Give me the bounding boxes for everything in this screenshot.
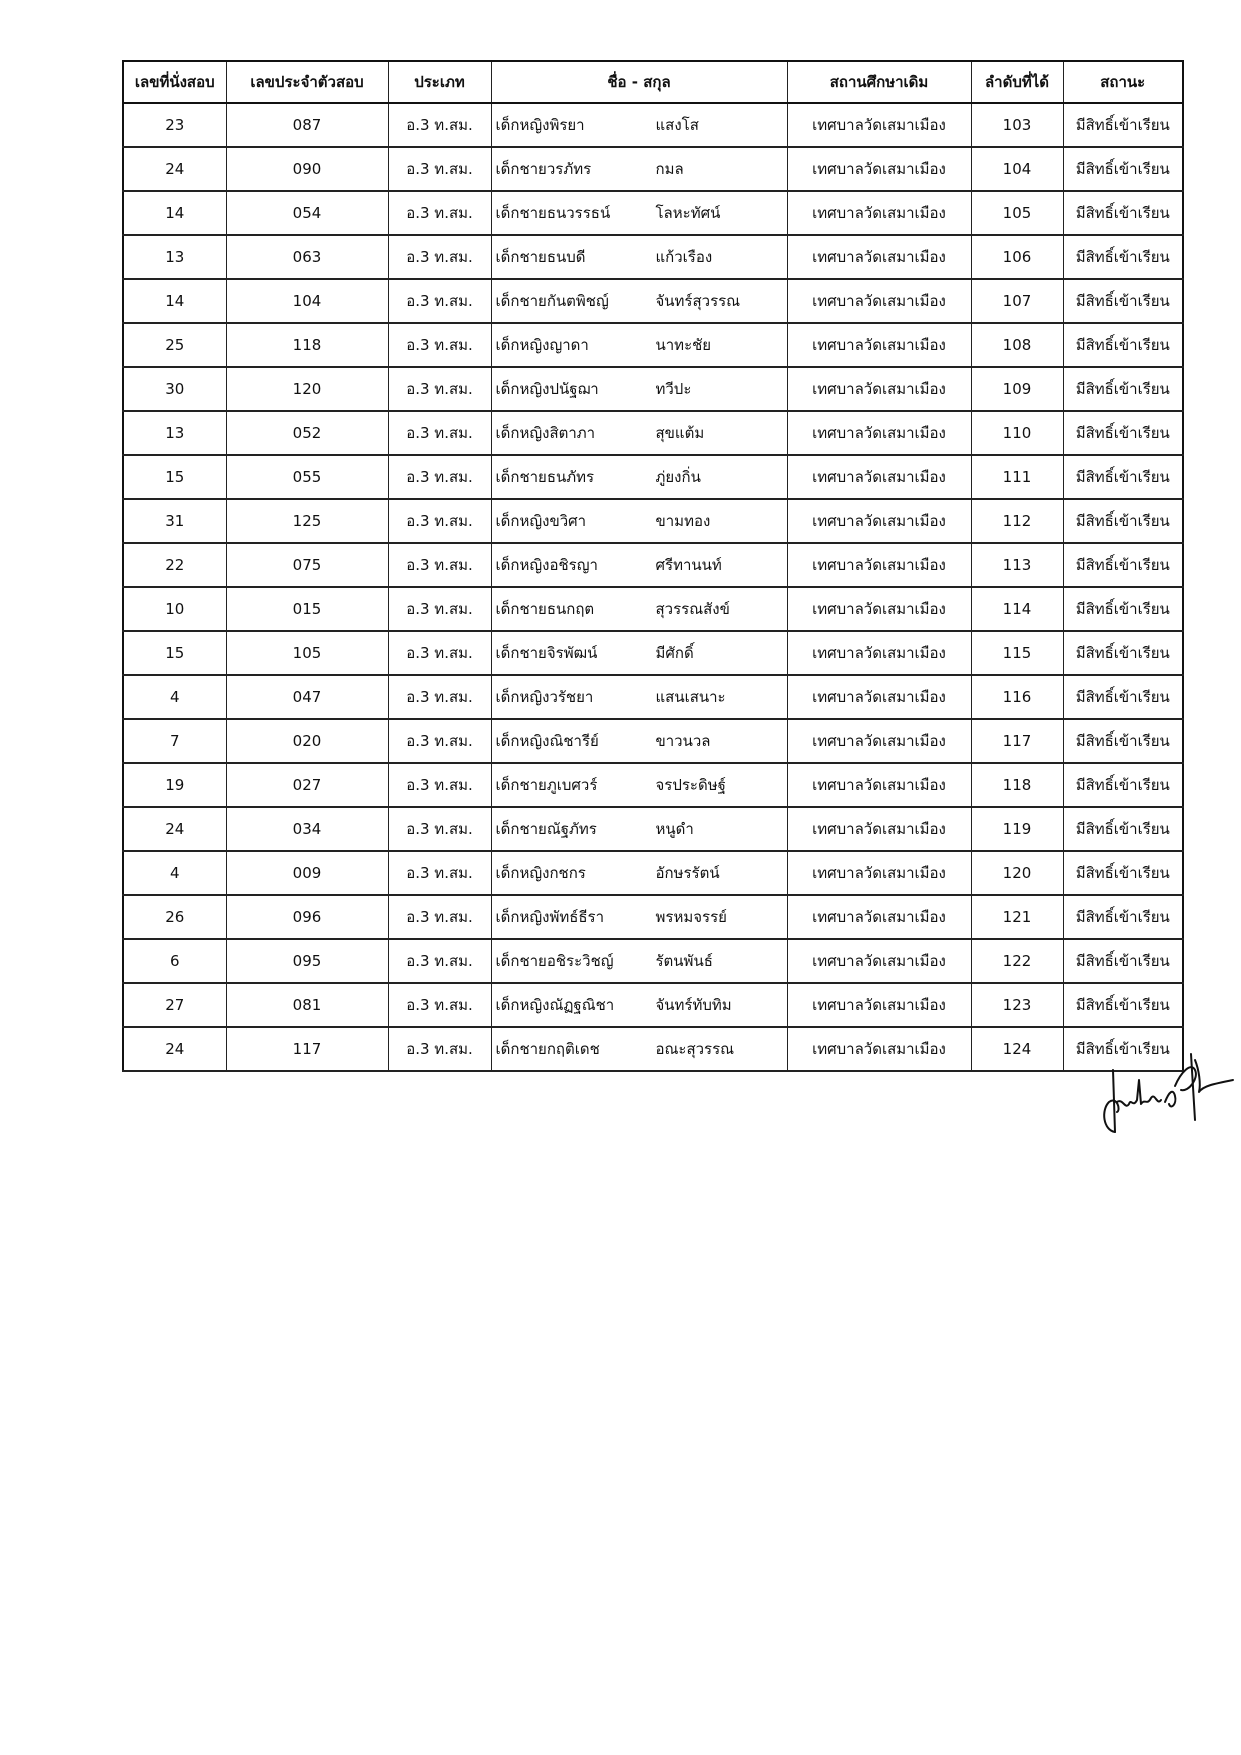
header-exam-id: เลขประจำตัวสอบ [226,61,388,103]
type-cell: อ.3 ท.สม. [388,323,491,367]
table-row [123,851,1183,895]
type-cell: อ.3 ท.สม. [388,191,491,235]
full-name [496,644,783,662]
rank-cell: 123 [971,983,1063,1027]
type-cell: อ.3 ท.สม. [388,543,491,587]
school-cell: เทศบาลวัดเสมาเมือง [787,499,971,543]
last-name: หนูดำ [655,820,694,838]
exam-id-cell: 009 [226,851,388,895]
status-cell: มีสิทธิ์เข้าเรียน [1063,323,1183,367]
full-name [496,776,783,794]
school-cell: เทศบาลวัดเสมาเมือง [787,675,971,719]
name-cell [491,543,787,587]
school-cell: เทศบาลวัดเสมาเมือง [787,367,971,411]
seat-no-cell: 14 [123,279,226,323]
seat-no-cell: 10 [123,587,226,631]
exam-id-cell: 075 [226,543,388,587]
school-cell: เทศบาลวัดเสมาเมือง [787,851,971,895]
first-name: เด็กชายธนวรรธน์ [495,204,611,222]
status-cell: มีสิทธิ์เข้าเรียน [1063,851,1183,895]
name-cell [491,1027,787,1071]
first-name: เด็กหญิงณัฏฐณิชา [495,996,615,1014]
seat-no-cell: 4 [123,851,226,895]
full-name [496,160,783,178]
first-name: เด็กหญิงขวิศา [495,512,587,530]
full-name [496,908,783,926]
status-cell: มีสิทธิ์เข้าเรียน [1063,367,1183,411]
status-cell: มีสิทธิ์เข้าเรียน [1063,543,1183,587]
name-cell [491,103,787,147]
exam-id-cell: 117 [226,1027,388,1071]
status-cell: มีสิทธิ์เข้าเรียน [1063,631,1183,675]
header-rank: ลำดับที่ได้ [971,61,1063,103]
type-cell: อ.3 ท.สม. [388,411,491,455]
status-cell: มีสิทธิ์เข้าเรียน [1063,191,1183,235]
type-cell: อ.3 ท.สม. [388,235,491,279]
exam-id-cell: 027 [226,763,388,807]
school-cell: เทศบาลวัดเสมาเมือง [787,719,971,763]
first-name: เด็กชายจิรพัฒน์ [495,644,598,662]
rank-cell: 121 [971,895,1063,939]
seat-no-cell: 24 [123,1027,226,1071]
rank-cell: 110 [971,411,1063,455]
type-cell: อ.3 ท.สม. [388,367,491,411]
seat-no-cell: 6 [123,939,226,983]
full-name [496,732,783,750]
first-name: เด็กชายณัฐภัทร [495,820,597,838]
name-cell [491,807,787,851]
full-name [496,820,783,838]
exam-id-cell: 125 [226,499,388,543]
table-row [123,235,1183,279]
type-cell: อ.3 ท.สม. [388,455,491,499]
exam-id-cell: 090 [226,147,388,191]
name-cell [491,851,787,895]
first-name: เด็กหญิงพิรยา [495,116,585,134]
type-cell: อ.3 ท.สม. [388,983,491,1027]
last-name: แก้วเรือง [655,248,713,266]
school-cell: เทศบาลวัดเสมาเมือง [787,895,971,939]
first-name: เด็กชายกันตพิชญ์ [495,292,609,310]
first-name: เด็กหญิงกชกร [495,864,586,882]
rank-cell: 111 [971,455,1063,499]
seat-no-cell: 22 [123,543,226,587]
first-name: เด็กหญิงปนัฐฌา [495,380,599,398]
school-cell: เทศบาลวัดเสมาเมือง [787,235,971,279]
type-cell: อ.3 ท.สม. [388,499,491,543]
rank-cell: 108 [971,323,1063,367]
full-name [496,292,783,310]
exam-id-cell: 118 [226,323,388,367]
full-name [496,336,783,354]
status-cell: มีสิทธิ์เข้าเรียน [1063,499,1183,543]
status-cell: มีสิทธิ์เข้าเรียน [1063,279,1183,323]
school-cell: เทศบาลวัดเสมาเมือง [787,1027,971,1071]
first-name: เด็กชายธนกฤต [495,600,595,618]
status-cell: มีสิทธิ์เข้าเรียน [1063,763,1183,807]
first-name: เด็กหญิงอชิรญา [495,556,598,574]
table-row [123,763,1183,807]
seat-no-cell: 14 [123,191,226,235]
type-cell: อ.3 ท.สม. [388,719,491,763]
status-cell: มีสิทธิ์เข้าเรียน [1063,895,1183,939]
last-name: อักษรรัตน์ [655,864,720,882]
exam-id-cell: 047 [226,675,388,719]
type-cell: อ.3 ท.สม. [388,807,491,851]
name-cell [491,191,787,235]
status-cell: มีสิทธิ์เข้าเรียน [1063,675,1183,719]
table-row [123,147,1183,191]
first-name: เด็กชายอชิระวิชญ์ [495,952,614,970]
first-name: เด็กหญิงญาดา [495,336,589,354]
exam-id-cell: 087 [226,103,388,147]
name-cell [491,763,787,807]
full-name [496,600,783,618]
full-name [496,424,783,442]
table-body [123,103,1183,1071]
rank-cell: 117 [971,719,1063,763]
first-name: เด็กหญิงสิตาภา [495,424,596,442]
name-cell [491,939,787,983]
header-school: สถานศึกษาเดิม [787,61,971,103]
seat-no-cell: 19 [123,763,226,807]
table-row [123,1027,1183,1071]
status-cell: มีสิทธิ์เข้าเรียน [1063,411,1183,455]
exam-id-cell: 054 [226,191,388,235]
table-row [123,807,1183,851]
last-name: ทวีปะ [655,380,692,398]
last-name: แสงโส [655,116,699,134]
status-cell: มีสิทธิ์เข้าเรียน [1063,1027,1183,1071]
seat-no-cell: 4 [123,675,226,719]
exam-id-cell: 034 [226,807,388,851]
rank-cell: 109 [971,367,1063,411]
header-seat-no: เลขที่นั่งสอบ [123,61,226,103]
type-cell: อ.3 ท.สม. [388,587,491,631]
last-name: พรหมจรรย์ [655,908,727,926]
school-cell: เทศบาลวัดเสมาเมือง [787,939,971,983]
table-row [123,719,1183,763]
seat-no-cell: 24 [123,147,226,191]
seat-no-cell: 30 [123,367,226,411]
seat-no-cell: 25 [123,323,226,367]
rank-cell: 114 [971,587,1063,631]
exam-id-cell: 104 [226,279,388,323]
name-cell [491,279,787,323]
first-name: เด็กชายธนบดี [495,248,586,266]
table-row [123,499,1183,543]
last-name: ขาวนวล [655,732,711,750]
status-cell: มีสิทธิ์เข้าเรียน [1063,939,1183,983]
last-name: สุขแต้ม [655,424,705,442]
table-row [123,103,1183,147]
full-name [496,1040,783,1058]
rank-cell: 106 [971,235,1063,279]
table-row [123,323,1183,367]
rank-cell: 118 [971,763,1063,807]
school-cell: เทศบาลวัดเสมาเมือง [787,279,971,323]
rank-cell: 104 [971,147,1063,191]
exam-id-cell: 105 [226,631,388,675]
full-name [496,688,783,706]
school-cell: เทศบาลวัดเสมาเมือง [787,455,971,499]
type-cell: อ.3 ท.สม. [388,147,491,191]
table-row [123,191,1183,235]
type-cell: อ.3 ท.สม. [388,763,491,807]
table-row [123,543,1183,587]
table-row [123,587,1183,631]
exam-id-cell: 096 [226,895,388,939]
school-cell: เทศบาลวัดเสมาเมือง [787,763,971,807]
name-cell [491,367,787,411]
seat-no-cell: 26 [123,895,226,939]
full-name [496,952,783,970]
exam-id-cell: 081 [226,983,388,1027]
last-name: จันทร์สุวรรณ [655,292,741,310]
rank-cell: 116 [971,675,1063,719]
status-cell: มีสิทธิ์เข้าเรียน [1063,587,1183,631]
exam-id-cell: 015 [226,587,388,631]
table-row [123,411,1183,455]
seat-no-cell: 27 [123,983,226,1027]
status-cell: มีสิทธิ์เข้าเรียน [1063,103,1183,147]
status-cell: มีสิทธิ์เข้าเรียน [1063,719,1183,763]
seat-no-cell: 7 [123,719,226,763]
full-name [496,468,783,486]
name-cell [491,983,787,1027]
type-cell: อ.3 ท.สม. [388,279,491,323]
exam-id-cell: 095 [226,939,388,983]
name-cell [491,455,787,499]
name-cell [491,411,787,455]
name-cell [491,631,787,675]
status-cell: มีสิทธิ์เข้าเรียน [1063,807,1183,851]
school-cell: เทศบาลวัดเสมาเมือง [787,191,971,235]
rank-cell: 113 [971,543,1063,587]
last-name: แสนเสนาะ [655,688,726,706]
results-table [122,60,1184,1072]
first-name: เด็กชายภูเบศวร์ [495,776,598,794]
name-cell [491,499,787,543]
school-cell: เทศบาลวัดเสมาเมือง [787,147,971,191]
type-cell: อ.3 ท.สม. [388,103,491,147]
header-type: ประเภท [388,61,491,103]
rank-cell: 103 [971,103,1063,147]
status-cell: มีสิทธิ์เข้าเรียน [1063,147,1183,191]
last-name: ศรีทานนท์ [655,556,722,574]
rank-cell: 115 [971,631,1063,675]
name-cell [491,147,787,191]
table-row [123,983,1183,1027]
rank-cell: 124 [971,1027,1063,1071]
full-name [496,116,783,134]
first-name: เด็กหญิงณิชารีย์ [495,732,599,750]
signature [1095,1040,1235,1140]
school-cell: เทศบาลวัดเสมาเมือง [787,411,971,455]
school-cell: เทศบาลวัดเสมาเมือง [787,631,971,675]
seat-no-cell: 24 [123,807,226,851]
table-row [123,631,1183,675]
exam-id-cell: 120 [226,367,388,411]
last-name: ขามทอง [655,512,711,530]
first-name: เด็กชายวรภัทร [495,160,592,178]
rank-cell: 119 [971,807,1063,851]
rank-cell: 105 [971,191,1063,235]
seat-no-cell: 15 [123,631,226,675]
full-name [496,512,783,530]
name-cell [491,719,787,763]
table-row [123,279,1183,323]
rank-cell: 112 [971,499,1063,543]
name-cell [491,895,787,939]
first-name: เด็กชายกฤติเดช [495,1040,600,1058]
seat-no-cell: 13 [123,411,226,455]
school-cell: เทศบาลวัดเสมาเมือง [787,323,971,367]
type-cell: อ.3 ท.สม. [388,939,491,983]
header-status: สถานะ [1063,61,1183,103]
school-cell: เทศบาลวัดเสมาเมือง [787,543,971,587]
last-name: ภู่ยงกิ่น [655,468,701,486]
school-cell: เทศบาลวัดเสมาเมือง [787,587,971,631]
table-row [123,675,1183,719]
exam-id-cell: 055 [226,455,388,499]
header-row [123,61,1183,103]
full-name [496,204,783,222]
status-cell: มีสิทธิ์เข้าเรียน [1063,455,1183,499]
name-cell [491,587,787,631]
table-row [123,895,1183,939]
table-row [123,455,1183,499]
full-name [496,556,783,574]
last-name: รัตนพันธ์ [655,952,713,970]
table-row [123,939,1183,983]
school-cell: เทศบาลวัดเสมาเมือง [787,103,971,147]
last-name: อณะสุวรรณ [655,1040,735,1058]
last-name: จรประดิษฐ์ [655,776,726,794]
seat-no-cell: 13 [123,235,226,279]
rank-cell: 120 [971,851,1063,895]
first-name: เด็กชายธนภัทร [495,468,595,486]
school-cell: เทศบาลวัดเสมาเมือง [787,983,971,1027]
results-sheet [122,60,1182,1072]
seat-no-cell: 15 [123,455,226,499]
last-name: มีศักดิ์ [655,644,694,662]
full-name [496,996,783,1014]
type-cell: อ.3 ท.สม. [388,631,491,675]
status-cell: มีสิทธิ์เข้าเรียน [1063,235,1183,279]
type-cell: อ.3 ท.สม. [388,1027,491,1071]
school-cell: เทศบาลวัดเสมาเมือง [787,807,971,851]
type-cell: อ.3 ท.สม. [388,675,491,719]
status-cell: มีสิทธิ์เข้าเรียน [1063,983,1183,1027]
first-name: เด็กหญิงวรัชยา [495,688,594,706]
first-name: เด็กหญิงพัทธ์ธีรา [495,908,605,926]
seat-no-cell: 31 [123,499,226,543]
seat-no-cell: 23 [123,103,226,147]
name-cell [491,675,787,719]
full-name [496,864,783,882]
name-cell [491,235,787,279]
last-name: สุวรรณสังข์ [655,600,730,618]
last-name: จันทร์ทับทิม [655,996,732,1014]
last-name: กมล [655,160,684,178]
full-name [496,380,783,398]
name-cell [491,323,787,367]
rank-cell: 122 [971,939,1063,983]
type-cell: อ.3 ท.สม. [388,895,491,939]
exam-id-cell: 020 [226,719,388,763]
exam-id-cell: 063 [226,235,388,279]
rank-cell: 107 [971,279,1063,323]
exam-id-cell: 052 [226,411,388,455]
type-cell: อ.3 ท.สม. [388,851,491,895]
last-name: โลหะทัศน์ [655,204,721,222]
header-name: ชื่อ - สกุล [491,61,787,103]
table-row [123,367,1183,411]
full-name [496,248,783,266]
last-name: นาทะชัย [655,336,712,354]
